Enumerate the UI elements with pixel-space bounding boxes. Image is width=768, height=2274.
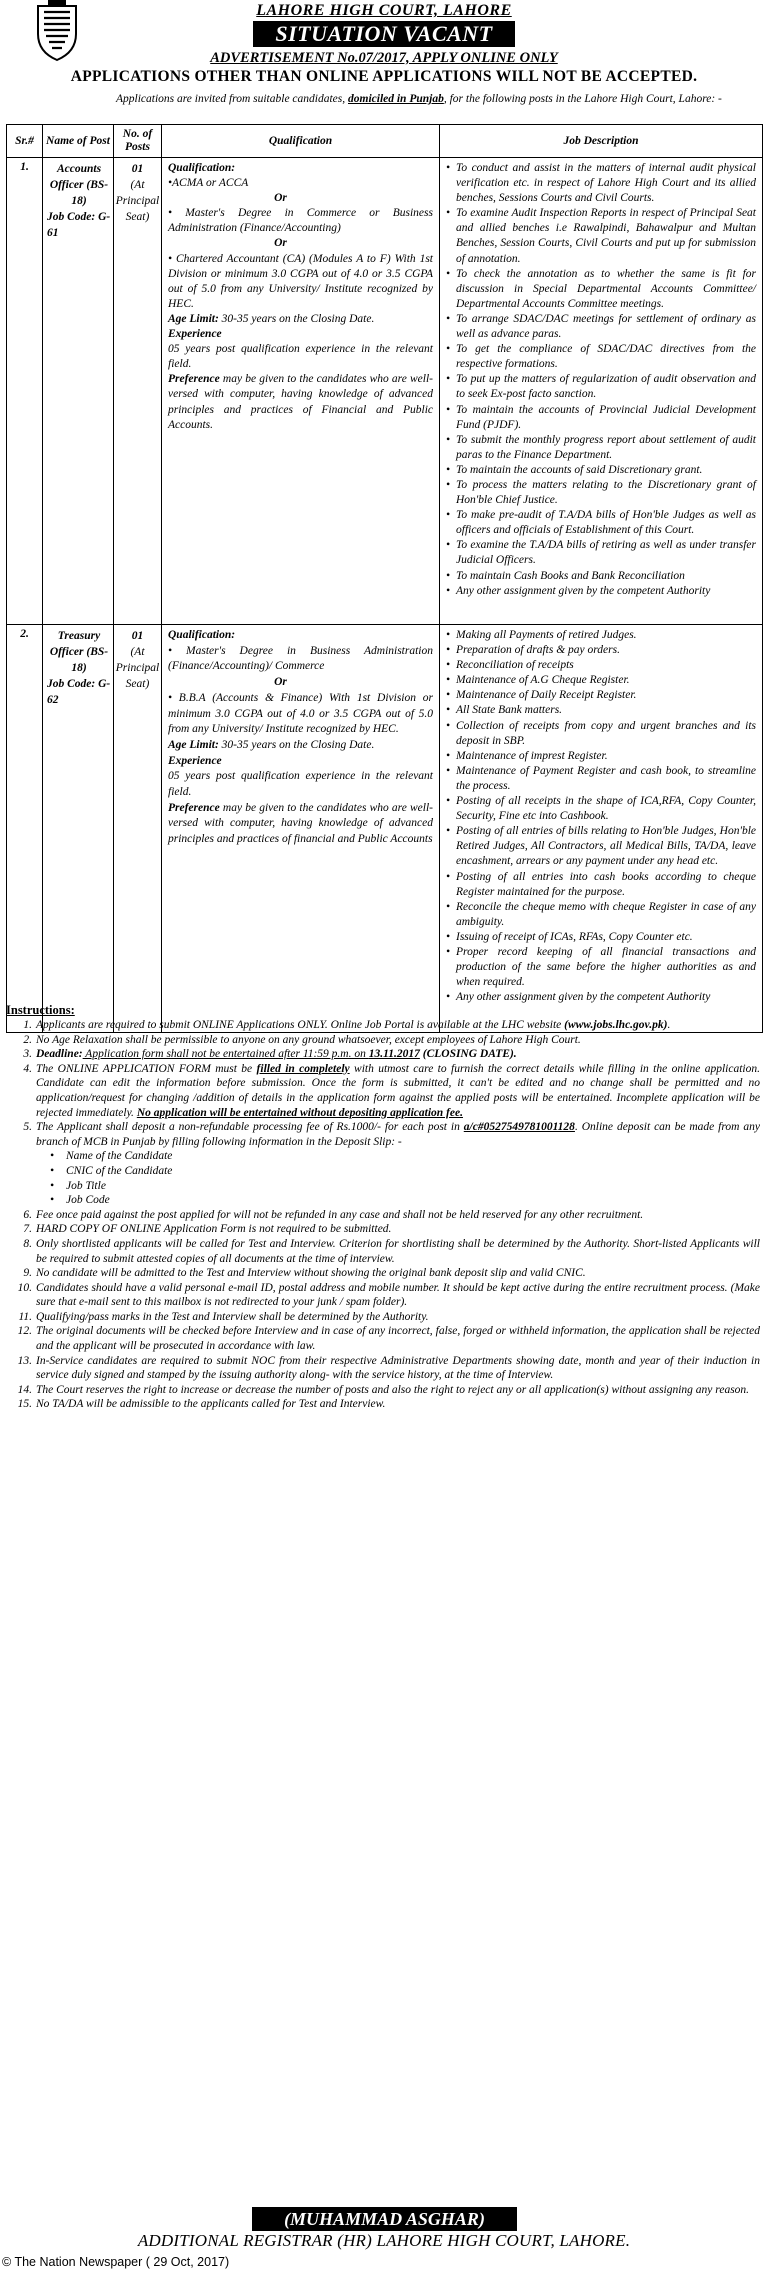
instruction-item: 11. Qualifying/pass marks in the Test and Interview shall be determined by the Authority. [18, 1310, 429, 1323]
account-number: a/c#0527549781001128 [463, 1121, 575, 1134]
instruction-item: 2. No Age Relaxation shall be permissible to anyone on any ground whatsoever, except employees of Lahore High Court. [23, 1033, 581, 1046]
table-row [7, 158, 763, 625]
posts-location: (At Principal Seat) [115, 179, 160, 223]
list-item: • To maintain the accounts of said Discretionary grant. [446, 463, 756, 478]
instruction-item: 14. The Court reserves the right to increase or decrease the number of posts and also the right to reject any or all application(s) without assigning any reason. [17, 1383, 750, 1396]
list-item: • Any other assignment given by the competent Authority [446, 990, 756, 1005]
list-item: • Posting of all receipts in the shape of ICA,RFA, Copy Counter, Security, Fine etc into Cashbook. [446, 794, 756, 824]
qualification-option: • Master's Degree in Commerce or Business Administration (Finance/Accounting) [168, 207, 433, 235]
qualification-option: •ACMA or ACCA [168, 177, 249, 190]
instruction-item: 7. HARD COPY OF ONLINE Application Form is not required to be submitted. [23, 1223, 392, 1236]
age-limit: Age Limit: 30-35 years on the Closing Date. [168, 312, 375, 325]
list-item: • Issuing of receipt of ICAs, RFAs, Copy Counter etc. [446, 930, 756, 945]
col-header-qualification: Qualification [162, 125, 440, 158]
list-item: • To arrange SDAC/DAC meetings for settlement of ordinary as well as advance paras. [446, 312, 756, 342]
list-item: • Job Title [6, 1179, 760, 1194]
list-item: • Maintenance of Payment Register and cash book, to streamline the process. [446, 764, 756, 794]
list-item: • To make pre-audit of T.A/DA bills of Hon'ble Judges as well as officers and officials of Establishment of this Court. [446, 508, 756, 538]
list-item: • Collection of receipts from copy and urgent branches and its deposit in SBP. [446, 719, 756, 749]
list-item: • Job Code [6, 1193, 760, 1208]
list-item: • Name of the Candidate [6, 1149, 760, 1164]
list-item: • All State Bank matters. [446, 703, 756, 718]
instructions-list [6, 1018, 760, 1412]
posts-count-cell [114, 625, 162, 1033]
list-item: • Maintenance of imprest Register. [446, 749, 756, 764]
instruction-item: 12. The original documents will be checked before Interview and in case of any incorrect, false, forged or withheld information, the application shall be rejected and the applicant will be prosecuted in accordance with law. [17, 1325, 760, 1353]
post-name: Accounts Officer (BS-18) [49, 163, 109, 207]
qualification-option: • Chartered Accountant (CA) (Modules A to F) With 1st Division or minimum 3.0 CGPA out of 4.0 or 3.5 CGPA out of 5.0 from any University/ Institute recognized by HEC. [168, 252, 433, 310]
experience-heading: Experience [168, 754, 222, 767]
list-item: • Posting of all entries of bills relating to Hon'ble Judges, Hon'ble Retired Judges, All Contractors, all Medical Bills, TA/DA, leave encashment, arrears or any payment under any head etc. [446, 824, 756, 869]
qualification-cell [162, 158, 440, 625]
posts-location: (At Principal Seat) [115, 646, 160, 690]
list-item: • To submit the monthly progress report about settlement of audit paras to the Finance Department. [446, 433, 756, 463]
qualification-heading: Qualification: [168, 629, 236, 641]
col-header-number: No. of Posts [114, 125, 162, 158]
list-item: • Reconciliation of receipts [446, 658, 756, 673]
job-description-cell [440, 625, 763, 1033]
source-credit: © The Nation Newspaper ( 29 Oct, 2017) [2, 2255, 230, 2269]
job-portal-link: (www.jobs.lhc.gov.pk) [564, 1019, 668, 1031]
list-item: • Posting of all entries into cash books according to cheque Register maintained for the purpose. [446, 870, 756, 900]
list-item: • To process the matters relating to the Discretionary grant of Hon'ble Chief Justice. [446, 478, 756, 508]
job-code: Job Code: G-62 [47, 678, 111, 706]
instruction-item: 4. The ONLINE APPLICATION FORM must be filled in completely with utmost care to furnish the correct details while filling in the online application. Candidate can edit the information before submission. Once the form is submitted, it can't be edited and no change shall be permitted and no application/request for changing /addition of details in the application form against the applied posts will be entertained. Incomplete application will be rejected immediately. No application will be entertained without depositing application fee. [23, 1062, 760, 1119]
col-header-post: Name of Post [43, 125, 114, 158]
post-cell [43, 625, 114, 1033]
instruction-item: 9. No candidate will be admitted to the Test and Interview without showing the original bank deposit slip and valid CNIC. [23, 1267, 586, 1280]
or-separator: Or [274, 237, 287, 250]
table-row [7, 625, 763, 1033]
post-name: Treasury Officer (BS-18) [49, 630, 109, 674]
list-item: • Preparation of drafts & pay orders. [446, 643, 756, 658]
post-cell [43, 158, 114, 625]
instruction-item: 10. Candidates should have a valid personal e-mail ID, postal address and mobile number. It should be kept active during the entire recruitment process. (Make sure that e-mail sent to this mailbox is not redirected to your junk / spam folder). [17, 1281, 760, 1309]
posts-count: 01 [131, 630, 144, 642]
closing-date: 13.11.2017 [368, 1048, 420, 1061]
job-description-cell [440, 158, 763, 625]
list-item: • To check the annotation as to whether the same is fit for discussion in Special Departmental Accounts Committee/ Departmental Accounts Committee meetings. [446, 267, 756, 312]
situation-vacant-banner: SITUATION VACANT [253, 21, 515, 47]
instruction-item: 13. In-Service candidates are required to submit NOC from their respective Administrative Departments showing date, month and year of their induction in service duly signed and stamped by the issuing authority along- with the service history, at the time of Interview. [17, 1354, 760, 1382]
or-separator: Or [274, 192, 287, 205]
job-code: Job Code: G-61 [47, 211, 111, 239]
advertisement-number: ADVERTISEMENT No.07/2017, APPLY ONLINE ONLY [210, 50, 558, 66]
court-title: LAHORE HIGH COURT, LAHORE [256, 2, 512, 19]
list-item: • To maintain the accounts of Provincial Judicial Development Fund (PJDF). [446, 403, 756, 433]
list-item: • Proper record keeping of all financial transactions and production of the same before the higher authorities as and when required. [446, 945, 756, 990]
online-only-notice: APPLICATIONS OTHER THAN ONLINE APPLICATIONS WILL NOT BE ACCEPTED. [70, 68, 698, 85]
qualification-heading: Qualification: [168, 162, 236, 174]
signatory-name: (MUHAMMAD ASGHAR) [252, 2207, 517, 2231]
posts-table [6, 124, 763, 1033]
signatory-title: ADDITIONAL REGISTRAR (HR) LAHORE HIGH COURT, LAHORE. [137, 2231, 631, 2250]
domicile-requirement: domiciled in Punjab [348, 93, 444, 105]
instruction-item: 5. The Applicant shall deposit a non-refundable processing fee of Rs.1000/- for each post in a/c#0527549781001128. Online deposit can be made from any branch of MCB in Punjab by filling following information in the Deposit Slip: - [23, 1121, 760, 1148]
row-serial: 1. [7, 158, 43, 625]
list-item: • To examine the T.A/DA bills of retiring as well as under transfer Judicial Officers. [446, 538, 756, 568]
age-limit: Age Limit: 30-35 years on the Closing Date. [168, 738, 375, 751]
qualification-cell [162, 625, 440, 1033]
list-item: • To examine Audit Inspection Reports in respect of Principal Seat and allied benches i.e Rawalpindi, Bahawalpur and Multan Benches, Session Courts, Civil Courts and put up for submission of annotation. [446, 206, 756, 266]
experience-heading: Experience [168, 328, 222, 341]
list-item: • To maintain Cash Books and Bank Reconciliation [446, 569, 756, 584]
qualification-option: • B.B.A (Accounts & Finance) With 1st Division or minimum 3.0 CGPA out of 4.0 or 3.5 CGPA out of 5.0 from any University/ Institute recognized by HEC. [168, 691, 433, 736]
col-header-job-description: Job Description [440, 125, 763, 158]
instruction-item: 1. Applicants are required to submit ONLINE Applications ONLY. Online Job Portal is available at the LHC website (www.jobs.lhc.gov.pk). [23, 1019, 671, 1031]
row-serial: 2. [7, 625, 43, 1033]
list-item: • Making all Payments of retired Judges. [446, 628, 756, 643]
list-item: • Maintenance of A.G Cheque Register. [446, 673, 756, 688]
preference-text: Preference may be given to the candidates who are well-versed with computer, having knowledge of advanced principles and practices of Financial and Public Accounts. [168, 373, 433, 431]
list-item: • To put up the matters of regularization of audit observation and to seek Ex-post facto sanction. [446, 372, 756, 402]
posts-count-cell [114, 158, 162, 625]
instruction-item: 6. Fee once paid against the post applied for will not be refunded in any case and shall not be held reserved for any other recruitment. [23, 1208, 644, 1221]
intro-paragraph: Applications are invited from suitable candidates, domiciled in Punjab, for the following posts in the Lahore High Court, Lahore: - [116, 93, 722, 105]
qualification-option: • Master's Degree in Business Administration (Finance/Accounting)/ Commerce [168, 644, 433, 673]
list-item: • CNIC of the Candidate [6, 1164, 760, 1179]
list-item: • Maintenance of Daily Receipt Register. [446, 688, 756, 703]
instruction-item: 15. No TA/DA will be admissible to the applicants called for Test and Interview. [17, 1398, 386, 1411]
preference-text: Preference may be given to the candidates who are well-versed with computer, having knowledge of advanced principles and practices of financial and Public Accounts [168, 801, 433, 846]
list-item: • To conduct and assist in the matters of internal audit physical verification etc. in respect of Lahore High Court and its allied benches, Sessions Courts and Civil Courts. [446, 161, 756, 206]
posts-count: 01 [131, 163, 144, 175]
table-header-row [7, 125, 763, 158]
instructions-heading: Instructions: [6, 1003, 75, 1017]
list-item: • Reconcile the cheque memo with cheque Register in case of any ambiguity. [446, 900, 756, 930]
instruction-item: 8. Only shortlisted applicants will be called for Test and Interview. Criterion for shortlisting shall be determined by the Authority. Short-listed Applicants will be required to submit attested copies of all documents at the time of interview. [23, 1237, 760, 1265]
experience-text: 05 years post qualification experience in the relevant field. [168, 343, 433, 371]
experience-text: 05 years post qualification experience in the relevant field. [168, 770, 433, 799]
col-header-sr: Sr.# [7, 125, 43, 158]
list-item: • Any other assignment given by the competent Authority [446, 584, 756, 599]
list-item: • To get the compliance of SDAC/DAC directives from the respective formations. [446, 342, 756, 372]
instruction-item: 3. Deadline: Application form shall not be entertained after 11:59 p.m. on 13.11.2017 (CLOSING DATE). [23, 1048, 517, 1061]
or-separator: Or [274, 676, 287, 689]
